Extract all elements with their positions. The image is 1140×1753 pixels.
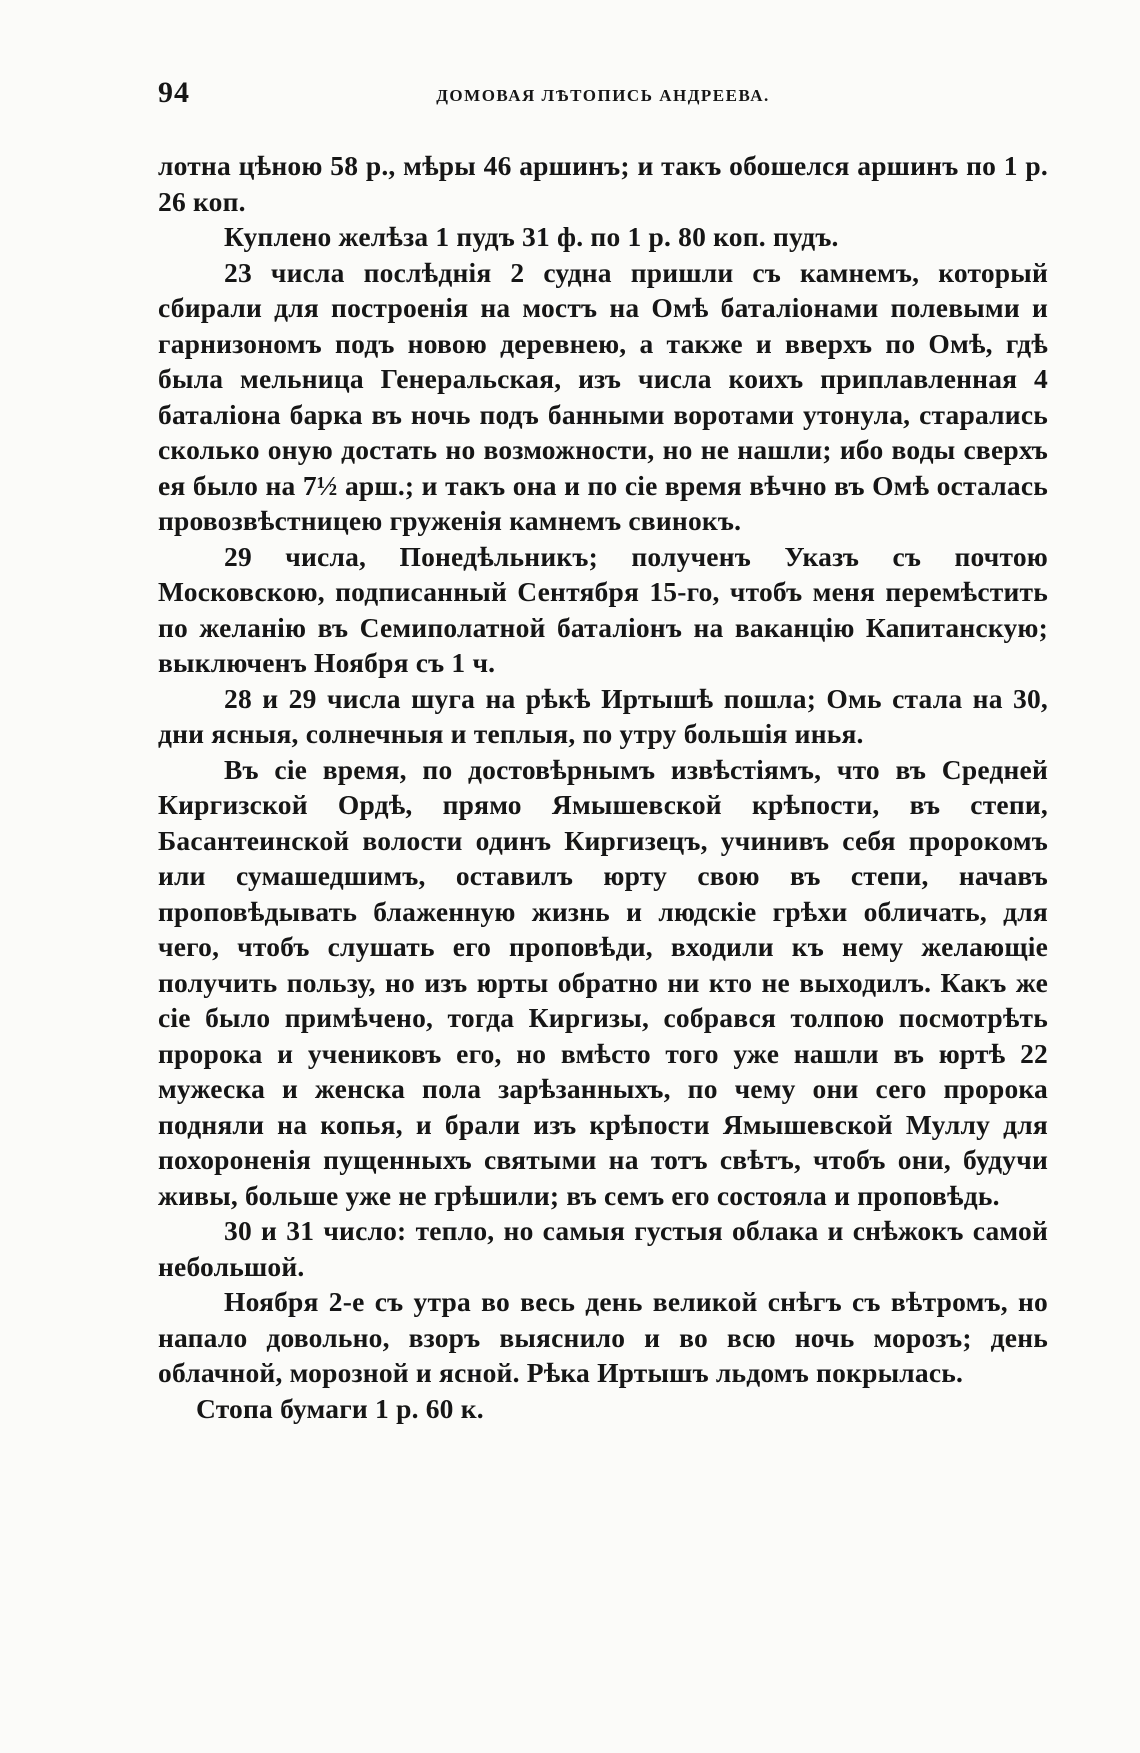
paragraph-kirghiz-prophet: Въ сіе время, по достовѣрнымъ извѣстіямъ, что въ Средней Киргизской Ордѣ, прямо Ямышевской крѣпости, въ степи, Басантеинской волости одинъ Киргизецъ, учинивъ себя пророкомъ или сумашедшимъ, оставилъ юрту свою въ степи, начавъ проповѣдывать блаженную жизнь и людскіе грѣхи обличать, для чего, чтобъ слушать его проповѣди, входили къ нему желающіе получить пользу, но изъ юрты обратно ни кто не выходилъ. Какъ же сіе было примѣчено, тогда Киргизы, собрався толпою посмотрѣть пророка и учениковъ его, но вмѣсто того уже нашли въ юртѣ 22 мужеска и женска пола зарѣзанныхъ, по чему они сего пророка подняли на копья, и брали изъ крѣпости Ямышевской Муллу для похороненія пущенныхъ святыми на тотъ свѣтъ, чтобъ они, будучи живы, больше уже не грѣшили; въ семъ его состояла и проповѣдь.	[158, 753, 1048, 1211]
paragraph-november-snow: Ноября 2-е съ утра во весь день великой снѣгъ съ вѣтромъ, но напало довольно, взоръ выяснило и во всю ночь морозъ; день облачной, морозной и ясной. Рѣка Иртышъ льдомъ покрылась.	[158, 1286, 1048, 1388]
paragraph-ice-on-river: 28 и 29 числа шуга на рѣкѣ Иртышѣ пошла; Омь стала на 30, дни ясныя, солнечныя и теплыя, по утру большія инья.	[158, 682, 1048, 749]
paragraph-continuation: лотна цѣною 58 р., мѣры 46 аршинъ; и такъ обошелся аршинъ по 1 р. 26 коп.	[158, 150, 1048, 217]
paragraph-transfer-order: 29 числа, Понедѣльникъ; полученъ Указъ съ почтою Московскою, подписанный Сентября 15-го, чтобъ меня перемѣстить по желанію въ Семиполатной баталіонъ на ваканцію Капитанскую; выключенъ Ноября съ 1 ч.	[158, 540, 1048, 678]
paragraph-stone-barges: 23 числа послѣднія 2 судна пришли съ камнемъ, который сбирали для построенія на мостъ на Омѣ баталіонами полевыми и гарнизономъ подъ новою деревнею, а также и вверхъ по Омѣ, гдѣ была мельница Генеральская, изъ числа коихъ приплавленная 4 баталіона барка въ ночь подъ банными воротами утонула, старались сколько оную достать но возможности, но не нашли; ибо воды сверхъ ея было на 7½ арш.; и такъ она и по сіе время вѣчно въ Омѣ осталась провозвѣстницею груженія камнемъ свинокъ.	[158, 256, 1048, 536]
page-number: 94	[158, 76, 190, 109]
running-title: ДОМОВАЯ ЛѢТОПИСЬ АНДРЕЕВА.	[436, 86, 770, 105]
page-header	[158, 76, 1048, 116]
body-text	[158, 148, 1048, 1426]
paragraph-iron-purchase: Куплено желѣза 1 пудъ 31 ф. по 1 р. 80 коп. пудъ.	[224, 221, 839, 252]
paragraph-paper-price: Стопа бумаги 1 р. 60 к.	[196, 1392, 484, 1424]
paragraph-weather-30-31: 30 и 31 число: тепло, но самыя густыя облака и снѣжокъ самой небольшой.	[158, 1215, 1048, 1282]
